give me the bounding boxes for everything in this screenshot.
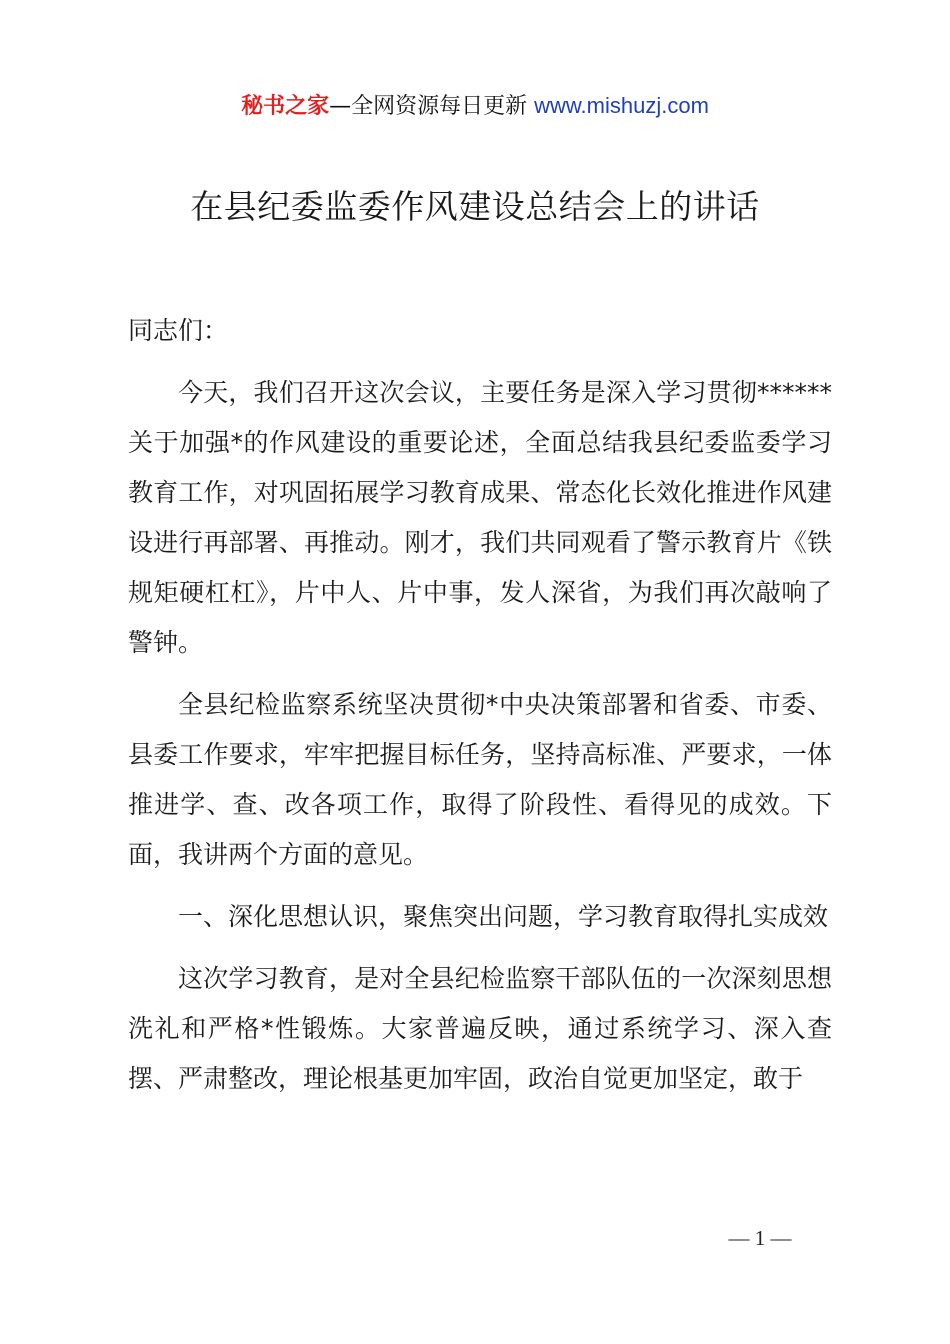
document-title: 在县纪委监委作风建设总结会上的讲话 xyxy=(190,187,760,226)
brand-name: 秘书之家 xyxy=(241,94,330,119)
site-watermark-header xyxy=(0,86,950,127)
site-url-link[interactable]: www.mishuzj.com xyxy=(534,93,709,118)
document-body xyxy=(128,306,832,1116)
section-heading: 一、深化思想认识，聚焦突出问题，学习教育取得扎实成效 xyxy=(178,903,829,931)
salutation: 同志们： xyxy=(128,316,229,345)
body-paragraph: 全县纪检监察系统坚决贯彻*中央决策部署和省委、市委、县委工作要求，牢牢把握目标任务，坚持高标准、严要求，一体推进学、查、改各项工作，取得了阶段性、看得见的成效。下面，我讲两个方面的意见。 xyxy=(128,690,832,869)
page-number: — 1 — xyxy=(728,1226,792,1250)
body-paragraph: 这次学习教育，是对全县纪检监察干部队伍的一次深刻思想洗礼和严格*性锻炼。大家普遍反映，通过系统学习、深入查摆、严肃整改，理论根基更加牢固，政治自觉更加坚定，敢于 xyxy=(128,964,832,1093)
body-paragraph: 今天，我们召开这次会议，主要任务是深入学习贯彻******关于加强*的作风建设的重要论述，全面总结我县纪委监委学习教育工作，对巩固拓展学习教育成果、常态化长效化推进作风建设进行再部署、再推动。刚才，我们共同观看了警示教育片《铁规矩硬杠杠》，片中人、片中事，发人深省，为我们再次敲响了警钟。 xyxy=(128,378,832,657)
slogan-text: —全网资源每日更新 xyxy=(329,94,535,119)
